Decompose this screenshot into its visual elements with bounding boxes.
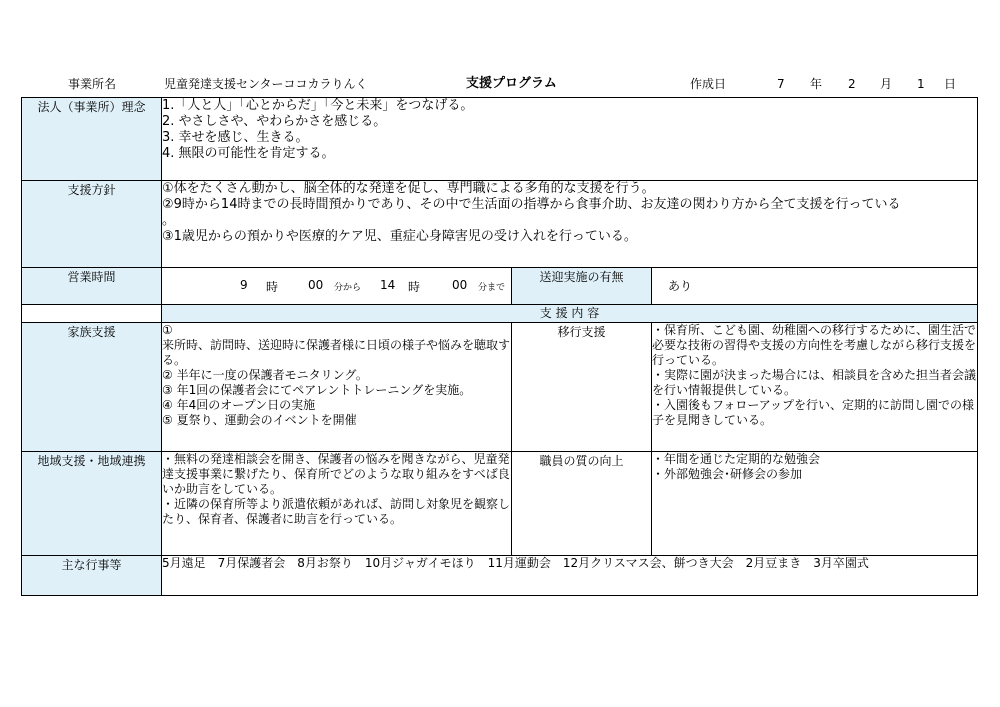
hour-unit-start: 時 xyxy=(266,280,279,294)
policy-row xyxy=(22,181,978,268)
office-name: 児童発達支援センターココカラりんく xyxy=(164,77,368,91)
community-text: ・無料の発達相談会を開き、保護者の悩みを聞きながら、児童発達支援事業に繋げたり、保育所でどのような取り組みをすべば良いか助言をしている。 ・近隣の保育所等より派遣依頼があれば、訪問し対象児を観察したり、保育者、保護者に助言を行っている。 xyxy=(162,452,512,556)
start-hour: 9 xyxy=(240,278,248,292)
staff-label: 職員の質の向上 xyxy=(512,452,652,556)
support-program-table xyxy=(21,97,978,596)
support-heading-blank xyxy=(22,305,162,323)
support-heading: 支 援 内 容 xyxy=(162,305,978,323)
family-row xyxy=(22,323,978,452)
events-row xyxy=(22,556,978,596)
events-text: 5月遠足 7月保護者会 8月お祭り 10月ジャガイモほり 11月運動会 12月クリスマス会、餅つき大会 2月豆まき 3月卒園式 xyxy=(162,556,978,596)
created-year: 7 xyxy=(777,77,785,91)
transport-label: 送迎実施の有無 xyxy=(512,268,652,305)
end-hour: 14 xyxy=(380,278,396,292)
family-label: 家族支援 xyxy=(22,323,162,452)
philosophy-row xyxy=(22,98,978,181)
community-label: 地域支援・地域連携 xyxy=(22,452,162,556)
events-label: 主な行事等 xyxy=(22,556,162,596)
created-label: 作成日 xyxy=(690,77,727,91)
from-text: 分から xyxy=(334,283,362,293)
hour-unit-end: 時 xyxy=(408,280,421,294)
family-text: ① 来所時、訪問時、送迎時に保護者様に日頃の様子や悩みを聴取する。 ② 半年に一度の保護者モニタリング。 ③ 年1回の保護者会にてペアレントトレーニングを実施。 ④ 年4回のオープン日の実施 ⑤ 夏祭り、運動会のイベントを開催 xyxy=(162,323,512,452)
hours-label: 営業時間 xyxy=(22,268,162,305)
community-row xyxy=(22,452,978,556)
support-heading-row xyxy=(22,305,978,323)
transport-value: あり xyxy=(652,268,978,305)
month-unit: 月 xyxy=(880,77,893,91)
created-day: 1 xyxy=(917,77,925,91)
policy-label: 支援方針 xyxy=(22,181,162,268)
policy-text: ①体をたくさん動かし、脳全体的な発達を促し、専門職による多角的な支援を行う。 ②9時から14時までの長時間預かりであり、その中で生活面の指導から食事介助、お友達の関わり方から全て支援を行っている 。 ③1歳児からの預かりや医療的ケア児、重症心身障害児の受け入れを行っている。 xyxy=(162,181,978,268)
until-text: 分まで xyxy=(478,283,506,293)
start-minute: 00 xyxy=(308,278,324,292)
philosophy-label: 法人（事業所）理念 xyxy=(22,98,162,181)
program-title: 支援プログラム xyxy=(466,76,557,91)
transition-label: 移行支援 xyxy=(512,323,652,452)
office-label: 事業所名 xyxy=(68,77,117,91)
day-unit: 日 xyxy=(944,77,957,91)
philosophy-text: 1.「人と人」「心とからだ」「今と未来」をつなげる。 2. やさしさや、やわらかさを感じる。 3. 幸せを感じ、生きる。 4. 無限の可能性を肯定する。 xyxy=(162,98,978,181)
year-unit: 年 xyxy=(810,77,823,91)
created-month: 2 xyxy=(848,77,856,91)
hours-row xyxy=(22,268,978,305)
hours-value xyxy=(162,268,512,305)
staff-text: ・年間を通じた定期的な勉強会 ・外部勉強会･研修会の参加 xyxy=(652,452,978,556)
transition-text: ・保育所、こども園、幼稚園への移行するために、園生活で必要な技術の習得や支援の方向性を考慮しながら移行支援を行っている。 ・実際に園が決まった場合には、相談員を含めた担当者会議を行い情報提供している。 ・入園後もフォローアップを行い、定期的に訪問し園での様子を見聞きしている。 xyxy=(652,323,978,452)
end-minute: 00 xyxy=(452,278,468,292)
